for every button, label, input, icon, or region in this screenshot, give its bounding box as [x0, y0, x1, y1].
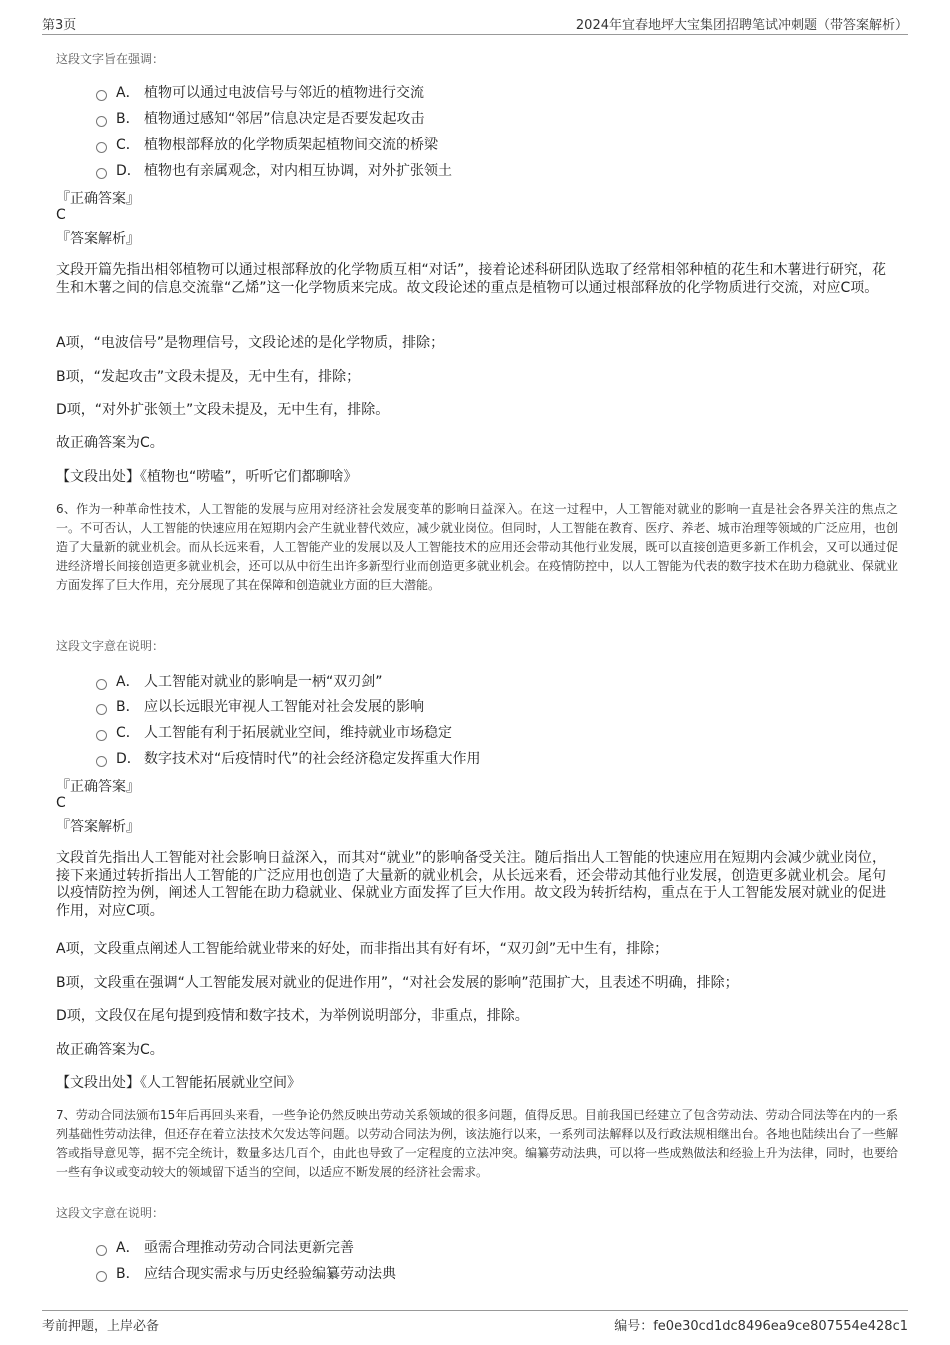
q5-prompt: 这段文字旨在强调： [56, 52, 165, 66]
q5-note-d: D项，“对外扩张领土”文段未提及，无中生有，排除。 [56, 402, 390, 418]
radio-icon[interactable] [96, 756, 107, 767]
option-letter: A． [116, 1240, 140, 1256]
q6-prompt: 这段文字意在说明： [56, 639, 165, 653]
page-number: 第3页 [42, 18, 77, 33]
q5-analysis: 文段开篇先指出相邻植物可以通过根部释放的化学物质互相“对话”，接着论述科研团队选取了经常相邻种植的花生和木薯进行研究，花生和木薯之间的信息交流靠“乙烯”这一化学物质来完成。故文段论述的重点是植物可以通过根部释放的化学物质进行交流，对应C项。 [56, 262, 886, 296]
q7-option-a[interactable] [96, 1237, 354, 1257]
q5-option-b[interactable] [96, 108, 425, 128]
q6-answer-label: 『正确答案』 [56, 779, 140, 795]
q6-analysis-label: 『答案解析』 [56, 819, 140, 835]
option-text: 数字技术对“后疫情时代”的社会经济稳定发挥重大作用 [144, 751, 481, 767]
footer-code-value: fe0e30cd1dc8496ea9ce807554e428c1 [653, 1319, 908, 1334]
footer-code [614, 1315, 908, 1334]
q5-source: 【文段出处】《植物也“唠嗑”，听听它们都聊啥》 [56, 469, 358, 485]
option-letter: D． [116, 751, 141, 767]
q5-note-a: A项，“电波信号”是物理信号，文段论述的是化学物质，排除； [56, 335, 445, 351]
q6-option-c[interactable] [96, 722, 452, 742]
option-text: 植物可以通过电波信号与邻近的植物进行交流 [144, 85, 424, 101]
option-letter: B． [116, 699, 140, 715]
radio-icon[interactable] [96, 116, 107, 127]
option-text: 应以长远眼光审视人工智能对社会发展的影响 [144, 699, 424, 715]
option-letter: C． [116, 725, 140, 741]
radio-icon[interactable] [96, 168, 107, 179]
q7-prompt: 这段文字意在说明： [56, 1206, 165, 1220]
option-text: 应结合现实需求与历史经验编纂劳动法典 [144, 1266, 396, 1282]
q5-option-d[interactable] [96, 160, 452, 180]
q6-option-d[interactable] [96, 748, 481, 768]
q6-note-a: A项，文段重点阐述人工智能给就业带来的好处，而非指出其有好有坏，“双刃剑”无中生有，排除； [56, 941, 669, 957]
option-letter: C． [116, 137, 140, 153]
radio-icon[interactable] [96, 142, 107, 153]
q7-option-b[interactable] [96, 1263, 396, 1283]
q5-analysis-label: 『答案解析』 [56, 231, 140, 247]
footer-slogan: 考前押题，上岸必备 [42, 1319, 160, 1334]
q6-analysis: 文段首先指出人工智能对社会影响日益深入，而其对“就业”的影响备受关注。随后指出人工智能的快速应用在短期内会减少就业岗位，接下来通过转折指出人工智能的广泛应用也创造了大量新的就业机会，从长远来看，还会带动其他行业发展，创造更多就业机会。尾句以疫情防控为例，阐述人工智能在助力稳就业、保就业方面发挥了巨大作用。故文段为转折结构，重点在于人工智能发展对就业的促进作用，对应C项。 [56, 850, 886, 919]
option-text: 人工智能有利于拓展就业空间，维持就业市场稳定 [144, 725, 452, 741]
page-header [42, 14, 908, 35]
option-letter: B． [116, 1266, 140, 1282]
radio-icon[interactable] [96, 704, 107, 715]
q5-answer-label: 『正确答案』 [56, 191, 140, 207]
option-text: 植物通过感知“邻居”信息决定是否要发起攻击 [144, 111, 425, 127]
footer-code-label: 编号： [614, 1319, 654, 1334]
q6-note-b: B项，文段重在强调“人工智能发展对就业的促进作用”，“对社会发展的影响”范围扩大，且表述不明确，排除； [56, 975, 739, 991]
option-text: 人工智能对就业的影响是一柄“双刃剑” [144, 674, 383, 690]
q6-conclusion: 故正确答案为C。 [56, 1042, 164, 1058]
q6-question: 6、作为一种革命性技术，人工智能的发展与应用对经济社会发展变革的影响日益深入。在这一过程中，人工智能对就业的影响一直是社会各界关注的焦点之一。不可否认，人工智能的快速应用在短期内会产生就业替代效应，减少就业岗位。但同时，人工智能在教育、医疗、养老、城市治理等领域的广泛应用，也创造了大量新的就业机会。而从长远来看，人工智能产业的发展以及人工智能技术的应用还会带动其他行业发展，既可以直接创造更多新工作机会，又可以通过促进经济增长间接创造更多就业机会，还可以从中衍生出许多新型行业而创造更多就业机会。在疫情防控中，以人工智能为代表的数字技术在助力稳就业、保就业方面发挥了巨大作用，充分展现了其在保障和创造就业方面的巨大潜能。 [56, 502, 898, 592]
radio-icon[interactable] [96, 90, 107, 101]
q5-conclusion: 故正确答案为C。 [56, 435, 164, 451]
q6-option-a[interactable] [96, 671, 383, 691]
option-text: 植物也有亲属观念，对内相互协调，对外扩张领土 [144, 163, 452, 179]
q6-option-b[interactable] [96, 696, 424, 716]
option-text: 亟需合理推动劳动合同法更新完善 [144, 1240, 354, 1256]
document-title: 2024年宜春地坪大宝集团招聘笔试冲刺题（带答案解析） [575, 18, 908, 33]
q7-question: 7、劳动合同法颁布15年后再回头来看，一些争论仍然反映出劳动关系领域的很多问题，值得反思。目前我国已经建立了包含劳动法、劳动合同法等在内的一系列基础性劳动法律，但还存在着立法技术欠发达等问题。以劳动合同法为例，该法施行以来，一系列司法解释以及行政法规相继出台。各地也陆续出台了一些解答或指导意见等，据不完全统计，数量多达几百个，由此也导致了一定程度的立法冲突。编纂劳动法典，可以将一些成熟做法和经验上升为法律，同时，也要给一些有争议或变动较大的领域留下适当的空间，以适应不断发展的经济社会需求。 [56, 1108, 898, 1179]
option-letter: A． [116, 674, 140, 690]
radio-icon[interactable] [96, 1245, 107, 1256]
option-letter: D． [116, 163, 141, 179]
q6-source: 【文段出处】《人工智能拓展就业空间》 [56, 1075, 301, 1091]
option-letter: B． [116, 111, 140, 127]
q5-option-c[interactable] [96, 134, 438, 154]
page-footer [42, 1310, 908, 1335]
q5-option-a[interactable] [96, 82, 424, 102]
q5-note-b: B项，“发起攻击”文段未提及，无中生有，排除； [56, 369, 361, 385]
option-text: 植物根部释放的化学物质架起植物间交流的桥梁 [144, 137, 438, 153]
option-letter: A． [116, 85, 140, 101]
q6-answer: C [56, 795, 66, 811]
q6-note-d: D项，文段仅在尾句提到疫情和数字技术，为举例说明部分，非重点，排除。 [56, 1008, 529, 1024]
radio-icon[interactable] [96, 1271, 107, 1282]
radio-icon[interactable] [96, 679, 107, 690]
radio-icon[interactable] [96, 730, 107, 741]
q5-answer: C [56, 207, 66, 223]
